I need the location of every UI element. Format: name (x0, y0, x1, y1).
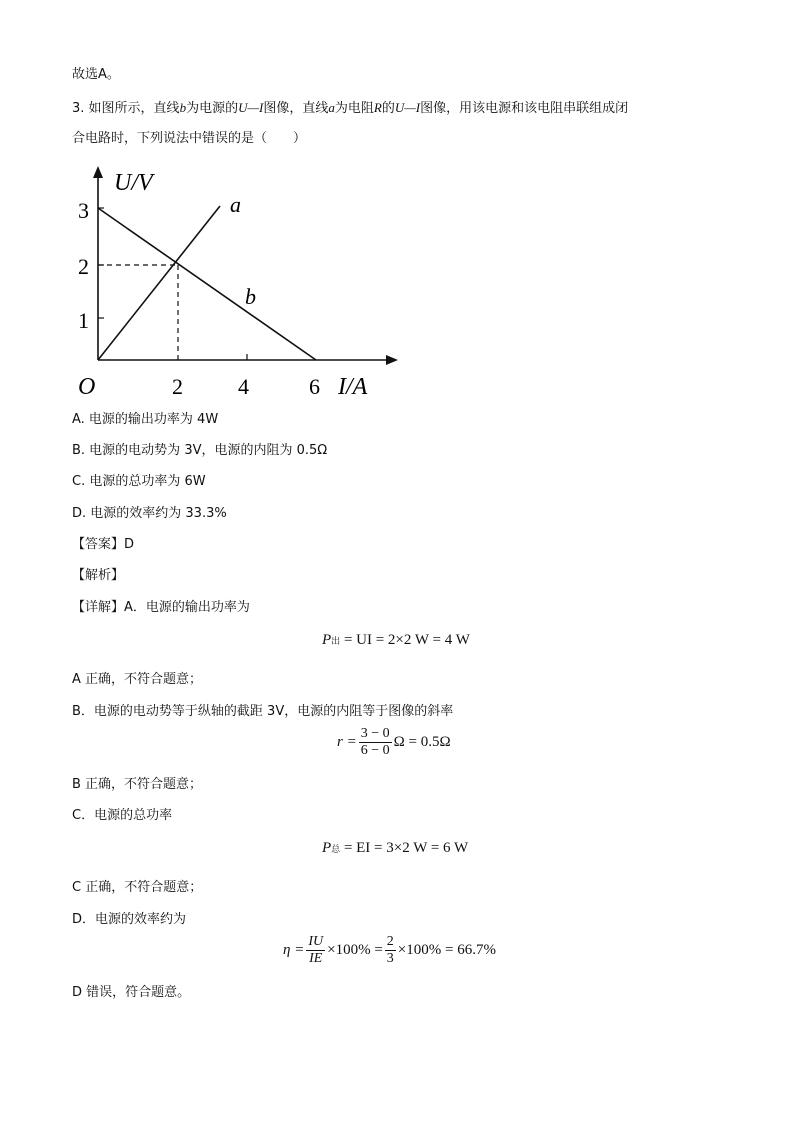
denominator: 3 (386, 951, 394, 966)
y-tick-label: 2 (78, 254, 89, 279)
var-ui: U—I (238, 100, 264, 115)
eq-subscript: 出 (331, 637, 341, 647)
eq-mid: ×100% = (327, 942, 383, 958)
numerator: IU (308, 934, 324, 949)
fraction (385, 934, 396, 967)
answer-tag: 【答案】 (72, 537, 125, 552)
detail-d: D．电源的效率约为 (72, 912, 187, 927)
var-r: R (373, 100, 382, 115)
result-a: A 正确，不符合题意； (72, 672, 203, 687)
option-d: D. 电源的效率约为 33.3% (72, 506, 227, 521)
question-line-1 (72, 99, 628, 118)
result-b: B 正确，不符合题意； (72, 777, 203, 792)
x-axis-label: I/A (338, 374, 368, 398)
y-tick-label: 3 (78, 198, 89, 223)
line-b-label: b (245, 284, 256, 309)
equation-efficiency (283, 934, 496, 967)
detail-b: B．电源的电动势等于纵轴的截距 3V，电源的内阻等于图像的斜率 (72, 704, 454, 719)
question-text: 为电源的 (186, 101, 239, 116)
eq-subscript: 总 (331, 845, 341, 855)
detail-a: 【详解】A．电源的输出功率为 (72, 600, 250, 615)
ui-graph (70, 158, 400, 398)
detail-c: C．电源的总功率 (72, 808, 173, 823)
denominator: IE (309, 951, 323, 966)
option-a: A. 电源的输出功率为 4W (72, 412, 219, 427)
eq-rest: = UI = 2×2 W = 4 W (343, 632, 470, 648)
var-ui: U—I (394, 100, 421, 115)
eq-rest: ×100% = 66.7% (397, 942, 496, 958)
y-axis-label: U/V (114, 170, 153, 196)
equation-output-power (322, 632, 470, 649)
equation-internal-resistance (337, 726, 451, 759)
eq-symbol: P (322, 632, 332, 648)
question-line-2: 合电路时，下列说法中错误的是（ ） (72, 131, 307, 146)
equation-total-power (322, 840, 468, 857)
question-text: 图像，直线 (263, 101, 329, 116)
x-tick-label: 2 (172, 374, 183, 398)
answer-value: D (124, 537, 135, 552)
fraction (359, 726, 392, 759)
eq-rest: Ω = 0.5Ω (393, 734, 451, 750)
var-a: a (328, 100, 335, 115)
question-text: 的 (381, 101, 395, 116)
previous-conclusion: 故选A。 (72, 67, 120, 82)
question-text: 图像，用该电源和该电阻串联组成闭 (420, 101, 629, 116)
analysis-tag: 【解析】 (72, 568, 125, 583)
fraction (306, 934, 325, 967)
option-c: C. 电源的总功率为 6W (72, 474, 206, 489)
question-text: 为电阻 (334, 101, 374, 116)
numerator: 3 − 0 (360, 726, 390, 741)
x-tick-label: 4 (238, 374, 249, 398)
answer-line (72, 536, 134, 554)
x-tick-label: 6 (309, 374, 320, 398)
origin-label: O (78, 374, 96, 398)
denominator: 6 − 0 (360, 743, 390, 758)
var-b: b (179, 100, 187, 115)
numerator: 2 (386, 934, 394, 949)
line-a (98, 206, 220, 360)
y-tick-label: 1 (78, 308, 89, 333)
eq-symbol: P (322, 840, 332, 856)
question-number: 3. (72, 101, 85, 116)
x-axis-arrow-icon (386, 355, 398, 365)
y-axis-arrow-icon (93, 166, 103, 178)
result-d: D 错误，符合题意。 (72, 985, 191, 1000)
eq-rest: = EI = 3×2 W = 6 W (343, 840, 469, 856)
line-a-label: a (230, 192, 241, 217)
eq-lhs: r = (337, 734, 357, 750)
result-c: C 正确，不符合题意； (72, 880, 203, 895)
line-b (98, 208, 316, 360)
option-b: B. 电源的电动势为 3V，电源的内阻为 0.5Ω (72, 443, 328, 458)
eq-lhs: η = (283, 942, 305, 958)
question-text: 如图所示，直线 (88, 101, 180, 116)
